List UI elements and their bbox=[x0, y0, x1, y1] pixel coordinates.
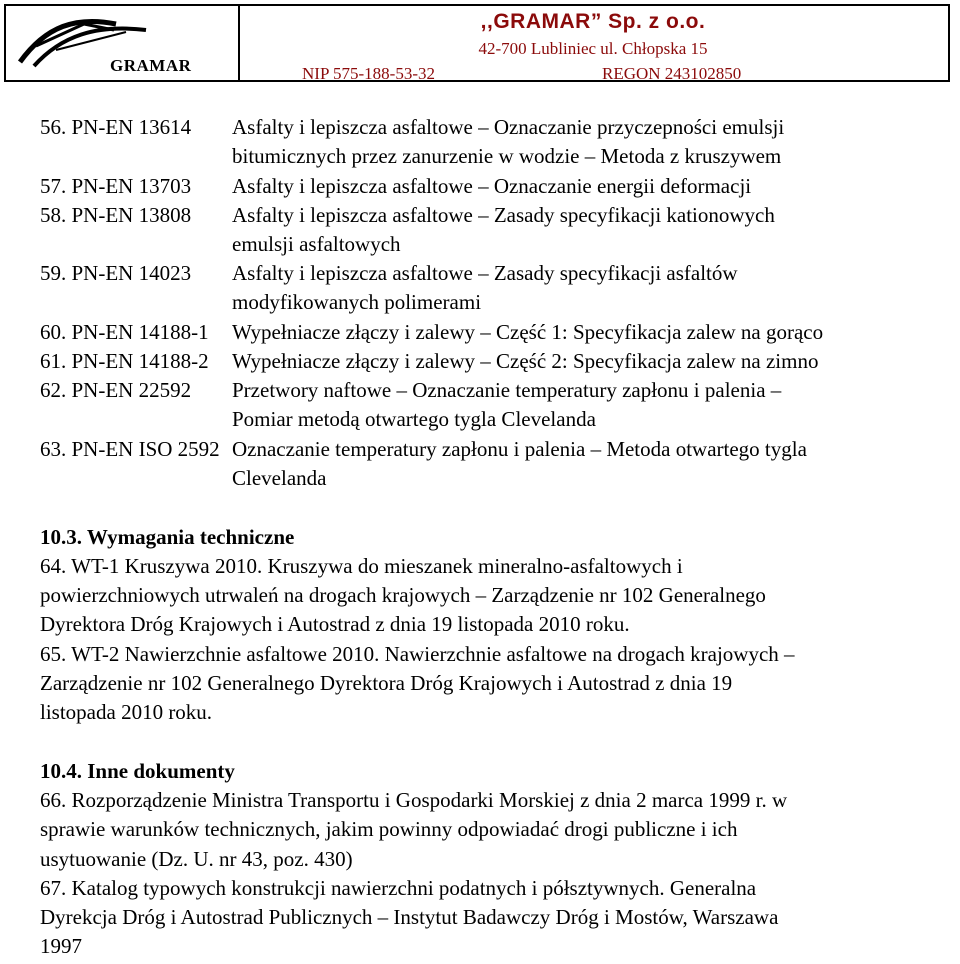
norm-code: 62. PN-EN 22592 bbox=[40, 378, 192, 402]
norm-desc: Asfalty i lepiszcza asfaltowe – Oznaczanie energii deformacji bbox=[232, 174, 752, 198]
norm-desc: Clevelanda bbox=[232, 466, 327, 490]
reference-line: sprawie warunków technicznych, jakim powinny odpowiadać drogi publiczne i ich bbox=[40, 817, 738, 841]
reference-line: 65. WT-2 Nawierzchnie asfaltowe 2010. Nawierzchnie asfaltowe na drogach krajowych – bbox=[40, 642, 795, 666]
norm-desc: Asfalty i lepiszcza asfaltowe – Oznaczanie przyczepności emulsji bbox=[232, 115, 785, 139]
norm-code: 56. PN-EN 13614 bbox=[40, 115, 192, 139]
norm-code: 60. PN-EN 14188-1 bbox=[40, 320, 209, 344]
section-heading: 10.4. Inne dokumenty bbox=[40, 759, 235, 783]
reference-line: powierzchniowych utrwaleń na drogach krajowych – Zarządzenie nr 102 Generalnego bbox=[40, 583, 766, 607]
company-regon: REGON 243102850 bbox=[602, 64, 742, 83]
norm-code: 63. PN-EN ISO 2592 bbox=[40, 437, 220, 461]
norm-desc: Pomiar metodą otwartego tygla Clevelanda bbox=[232, 407, 596, 431]
norm-desc: Przetwory naftowe – Oznaczanie temperatury zapłonu i palenia – bbox=[232, 378, 782, 402]
company-info bbox=[238, 6, 948, 83]
reference-line: listopada 2010 roku. bbox=[40, 700, 213, 724]
reference-line: usytuowanie (Dz. U. nr 43, poz. 430) bbox=[40, 847, 353, 871]
norm-desc: Oznaczanie temperatury zapłonu i palenia – Metoda otwartego tygla bbox=[232, 437, 807, 461]
reference-line: Zarządzenie nr 102 Generalnego Dyrektora Dróg Krajowych i Autostrad z dnia 19 bbox=[40, 671, 733, 695]
reference-line: 1997 bbox=[40, 934, 82, 958]
norm-desc: Asfalty i lepiszcza asfaltowe – Zasady specyfikacji kationowych bbox=[232, 203, 775, 227]
norm-desc: Wypełniacze złączy i zalewy – Część 2: Specyfikacja zalew na zimno bbox=[232, 349, 819, 373]
norm-code: 59. PN-EN 14023 bbox=[40, 261, 192, 285]
norm-code: 58. PN-EN 13808 bbox=[40, 203, 192, 227]
reference-line: 66. Rozporządzenie Ministra Transportu i Gospodarki Morskiej z dnia 2 marca 1999 r. w bbox=[40, 788, 788, 812]
company-name: ,,GRAMAR” Sp. z o.o. bbox=[480, 10, 706, 33]
section-heading: 10.3. Wymagania techniczne bbox=[40, 525, 295, 549]
norm-desc: Asfalty i lepiszcza asfaltowe – Zasady specyfikacji asfaltów bbox=[232, 261, 738, 285]
norm-desc: Wypełniacze złączy i zalewy – Część 1: Specyfikacja zalew na gorąco bbox=[232, 320, 824, 344]
reference-line: Dyrekcja Dróg i Autostrad Publicznych – Instytut Badawczy Dróg i Mostów, Warszawa bbox=[40, 905, 779, 929]
logo-text: GRAMAR bbox=[110, 56, 192, 75]
norm-desc: emulsji asfaltowych bbox=[232, 232, 401, 256]
company-logo bbox=[6, 6, 240, 80]
norm-code: 57. PN-EN 13703 bbox=[40, 174, 192, 198]
company-nip: NIP 575-188-53-32 bbox=[302, 64, 435, 83]
reference-line: Dyrektora Dróg Krajowych i Autostrad z dnia 19 listopada 2010 roku. bbox=[40, 612, 630, 636]
norm-desc: bitumicznych przez zanurzenie w wodzie – Metoda z kruszywem bbox=[232, 144, 782, 168]
company-address: 42-700 Lubliniec ul. Chłopska 15 bbox=[478, 39, 708, 58]
reference-line: 64. WT-1 Kruszywa 2010. Kruszywa do mieszanek mineralno-asfaltowych i bbox=[40, 554, 683, 578]
reference-line: 67. Katalog typowych konstrukcji nawierzchni podatnych i półsztywnych. Generalna bbox=[40, 876, 757, 900]
letterhead bbox=[4, 4, 950, 82]
norm-code: 61. PN-EN 14188-2 bbox=[40, 349, 209, 373]
norm-desc: modyfikowanych polimerami bbox=[232, 290, 482, 314]
